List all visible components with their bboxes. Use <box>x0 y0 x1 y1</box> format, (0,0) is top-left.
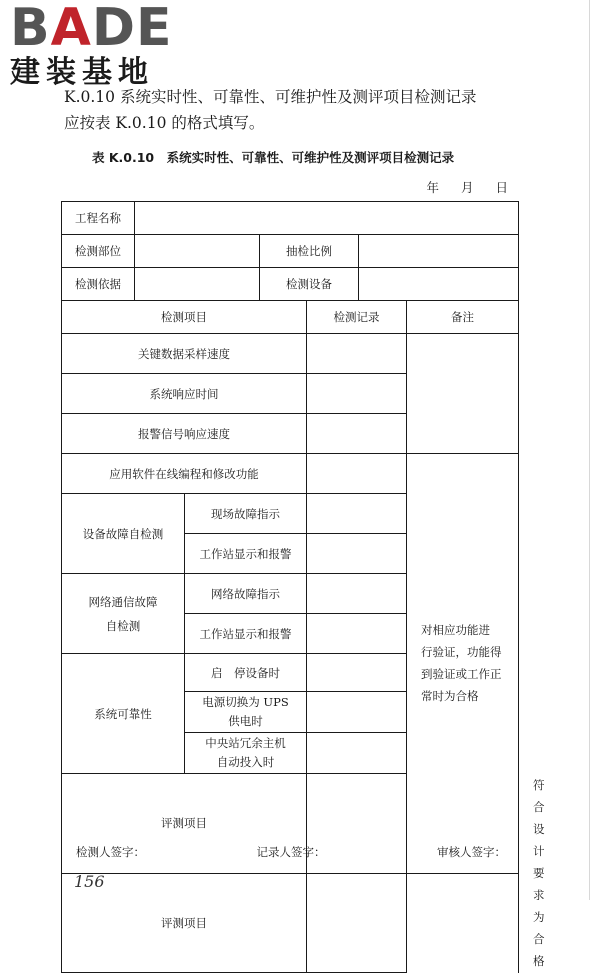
record-cell <box>307 733 407 774</box>
inspector-signature: 检测人签字： <box>76 845 145 859</box>
sub-redundant-host: 中央站冗余主机 自动投入时 <box>185 733 307 774</box>
record-cell <box>307 574 407 614</box>
remark-function-verification: 对相应功能进 行验证，功能得 到验证或工作正 常时为合格 <box>407 454 519 874</box>
sampling-ratio-label: 抽检比例 <box>260 235 359 268</box>
group-device-fault: 设备故障自检测 <box>62 494 185 574</box>
sub-workstation-alarm-1: 工作站显示和报警 <box>185 534 307 574</box>
date-day: 日 <box>495 180 508 195</box>
date-line <box>408 178 508 196</box>
project-name-value <box>135 202 519 235</box>
item-system-response: 系统响应时间 <box>62 374 307 414</box>
sub-start-stop: 启 停设备时 <box>185 654 307 692</box>
remark-cell-empty <box>407 334 519 454</box>
sub-ups-switch: 电源切换为 UPS 供电时 <box>185 692 307 733</box>
inspection-equipment-label: 检测设备 <box>260 268 359 301</box>
eval-item-2: 评测项目 <box>62 873 307 973</box>
record-cell <box>307 454 407 494</box>
inspection-part-label: 检测部位 <box>62 235 135 268</box>
project-name-label: 工程名称 <box>62 202 135 235</box>
brand-logo <box>10 2 180 90</box>
record-cell <box>307 654 407 692</box>
table-row <box>62 235 519 268</box>
table-row <box>62 454 519 494</box>
sub-network-fault: 网络故障指示 <box>185 574 307 614</box>
record-cell <box>307 873 407 973</box>
record-cell <box>307 334 407 374</box>
col-header-record: 检测记录 <box>307 301 407 334</box>
reviewer-signature: 审核人签字： <box>437 845 506 859</box>
intro-paragraph <box>64 84 544 136</box>
table-header-row <box>62 301 519 334</box>
table-caption: 表 K.0.10 系统实时性、可靠性、可维护性及测评项目检测记录 <box>92 150 455 165</box>
sub-workstation-alarm-2: 工作站显示和报警 <box>185 614 307 654</box>
record-cell <box>307 692 407 733</box>
date-year: 年 <box>426 180 439 195</box>
sampling-ratio-value <box>359 235 519 268</box>
table-row <box>62 873 519 973</box>
record-cell <box>307 414 407 454</box>
record-cell <box>307 494 407 534</box>
intro-line-2: 应按表 K.0.10 的格式填写。 <box>64 114 265 132</box>
item-key-data-sampling: 关键数据采样速度 <box>62 334 307 374</box>
inspection-part-value <box>135 235 260 268</box>
inspection-equipment-value <box>359 268 519 301</box>
intro-line-1: K.0.10 系统实时性、可靠性、可维护性及测评项目检测记录 <box>64 88 477 106</box>
logo-subtitle: 建装基地 <box>10 55 154 90</box>
col-header-remark: 备注 <box>407 301 519 334</box>
item-alarm-response: 报警信号响应速度 <box>62 414 307 454</box>
eval-item-1: 评测项目 <box>62 774 307 874</box>
table-row <box>62 334 519 374</box>
record-cell <box>307 374 407 414</box>
date-month: 月 <box>460 180 474 195</box>
table-row: 评测项目 符合设计要求 为合格 <box>62 774 519 874</box>
logo-wordmark: BADE <box>10 0 173 58</box>
recorder-signature: 记录人签字： <box>256 845 326 859</box>
record-cell <box>307 534 407 574</box>
item-online-programming: 应用软件在线编程和修改功能 <box>62 454 307 494</box>
inspection-basis-value <box>135 268 260 301</box>
inspection-basis-label: 检测依据 <box>62 268 135 301</box>
page-edge-line <box>589 0 590 900</box>
table-row <box>62 202 519 235</box>
group-reliability: 系统可靠性 <box>62 654 185 774</box>
table-row <box>62 268 519 301</box>
sub-field-fault: 现场故障指示 <box>185 494 307 534</box>
signature-row <box>76 844 506 860</box>
col-header-item: 检测项目 <box>62 301 307 334</box>
page-number: 156 <box>74 872 105 891</box>
group-network-fault: 网络通信故障 自检测 <box>62 574 185 654</box>
record-cell <box>307 614 407 654</box>
